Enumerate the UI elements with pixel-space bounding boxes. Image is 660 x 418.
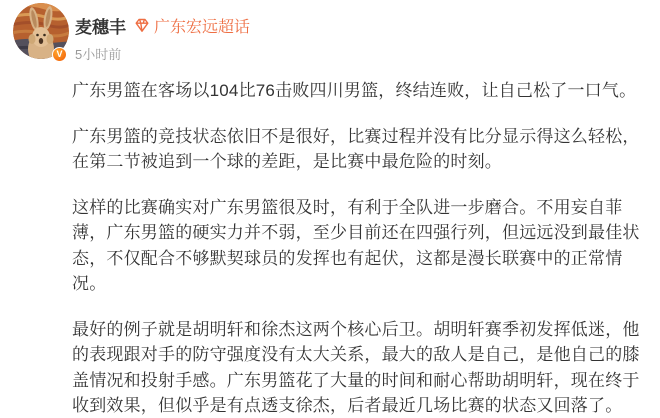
post-paragraph: 最好的例子就是胡明轩和徐杰这两个核心后卫。胡明轩赛季初发挥低迷，他的表现跟对手的防守强度没有太大关系，最大的敌人是自己，是他自己的膝盖情况和投射手感。广东男篮花了大量的时间和耐心帮助胡明轩，现在终于收到效果，但似乎是有点透支徐杰，后者最近几场比赛的状态又回落了。 [72, 319, 640, 415]
verified-v-icon: V [52, 47, 67, 62]
post-header [75, 13, 250, 63]
username[interactable]: 麦穗丰 [75, 18, 126, 37]
post-paragraph: 广东男篮在客场以104比76击败四川男篮，终结连败，让自己松了一口气。 [72, 81, 637, 100]
avatar[interactable] [13, 3, 69, 59]
supertopic-label: 广东宏远超话 [154, 19, 251, 36]
post-paragraph: 这样的比赛确实对广东男篮很及时，有利于全队进一步磨合。不用妄自菲薄，广东男篮的硬实力并不弱，至少目前还在四强行列，但远远没到最佳状态，不仅配合不够默契球员的发挥也有起伏，这都是漫长联赛中的正常情况。 [72, 197, 640, 293]
supertopic-diamond-icon [134, 18, 150, 33]
post-content [72, 78, 648, 418]
post-paragraph: 广东男篮的竞技状态依旧不是很好，比赛过程并没有比分显示得这么轻松，在第二节被追到一个球的差距，是比赛中最危险的时刻。 [72, 126, 640, 171]
supertopic-link[interactable] [134, 14, 250, 37]
post-timestamp: 5小时前 [75, 47, 122, 62]
